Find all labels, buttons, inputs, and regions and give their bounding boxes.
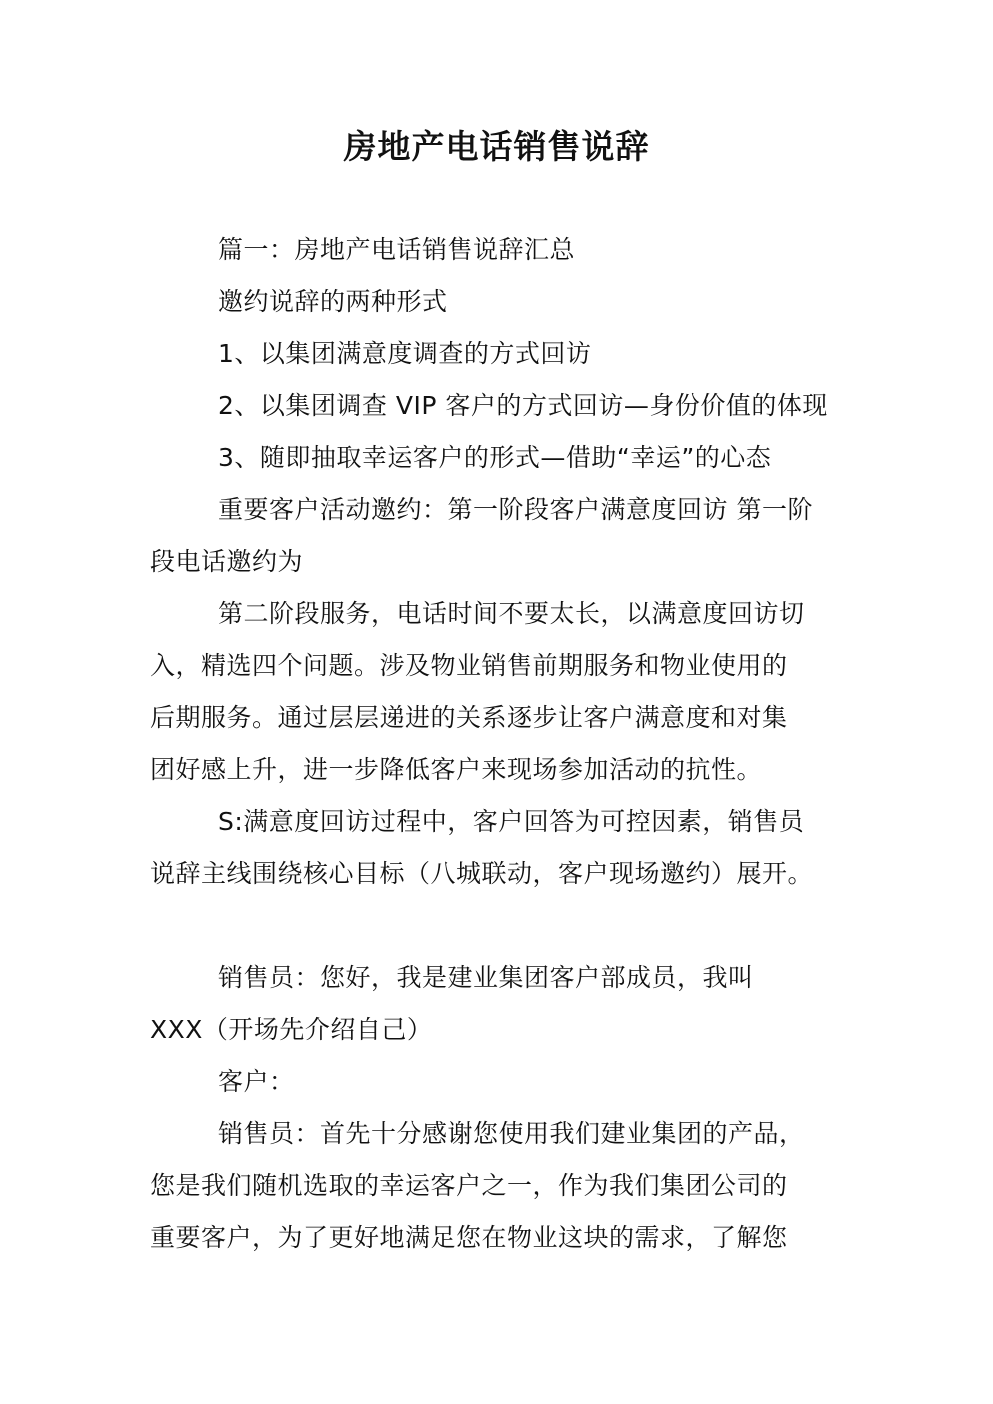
paragraph-line: 3、随即抽取幸运客户的形式—借助“幸运”的心态 — [218, 443, 772, 472]
paragraph-line: XXX（开场先介绍自己） — [150, 1015, 433, 1044]
paragraph-line: 您是我们随机选取的幸运客户之一，作为我们集团公司的 — [150, 1171, 788, 1200]
paragraph-line: 重要客户活动邀约：第一阶段客户满意度回访 第一阶 — [218, 495, 813, 524]
paragraph-line: 入，精选四个问题。涉及物业销售前期服务和物业使用的 — [150, 651, 788, 680]
paragraph-line: 销售员：首先十分感谢您使用我们建业集团的产品， — [218, 1119, 805, 1148]
paragraph-line: 团好感上升，进一步降低客户来现场参加活动的抗性。 — [150, 755, 763, 784]
paragraph-line: 说辞主线围绕核心目标（八城联动，客户现场邀约）展开。 — [150, 859, 814, 888]
paragraph-line: 后期服务。通过层层递进的关系逐步让客户满意度和对集 — [150, 703, 788, 732]
paragraph-line: 销售员：您好，我是建业集团客户部成员，我叫 — [218, 963, 754, 992]
paragraph-line: 段电话邀约为 — [150, 547, 304, 576]
paragraph-line: 客户： — [218, 1067, 295, 1096]
paragraph-line: 邀约说辞的两种形式 — [218, 287, 448, 316]
paragraph-line: 第二阶段服务，电话时间不要太长，以满意度回访切 — [218, 599, 805, 628]
paragraph-line: 2、以集团调查 VIP 客户的方式回访—身份价值的体现 — [218, 391, 828, 420]
document-title: 房地产电话销售说辞 — [343, 127, 650, 166]
paragraph-line: 篇一：房地产电话销售说辞汇总 — [218, 235, 576, 264]
paragraph-line: 1、以集团满意度调查的方式回访 — [218, 339, 592, 368]
paragraph-line: S:满意度回访过程中，客户回答为可控因素，销售员 — [218, 807, 805, 836]
paragraph-line: 重要客户，为了更好地满足您在物业这块的需求，了解您 — [150, 1223, 788, 1252]
